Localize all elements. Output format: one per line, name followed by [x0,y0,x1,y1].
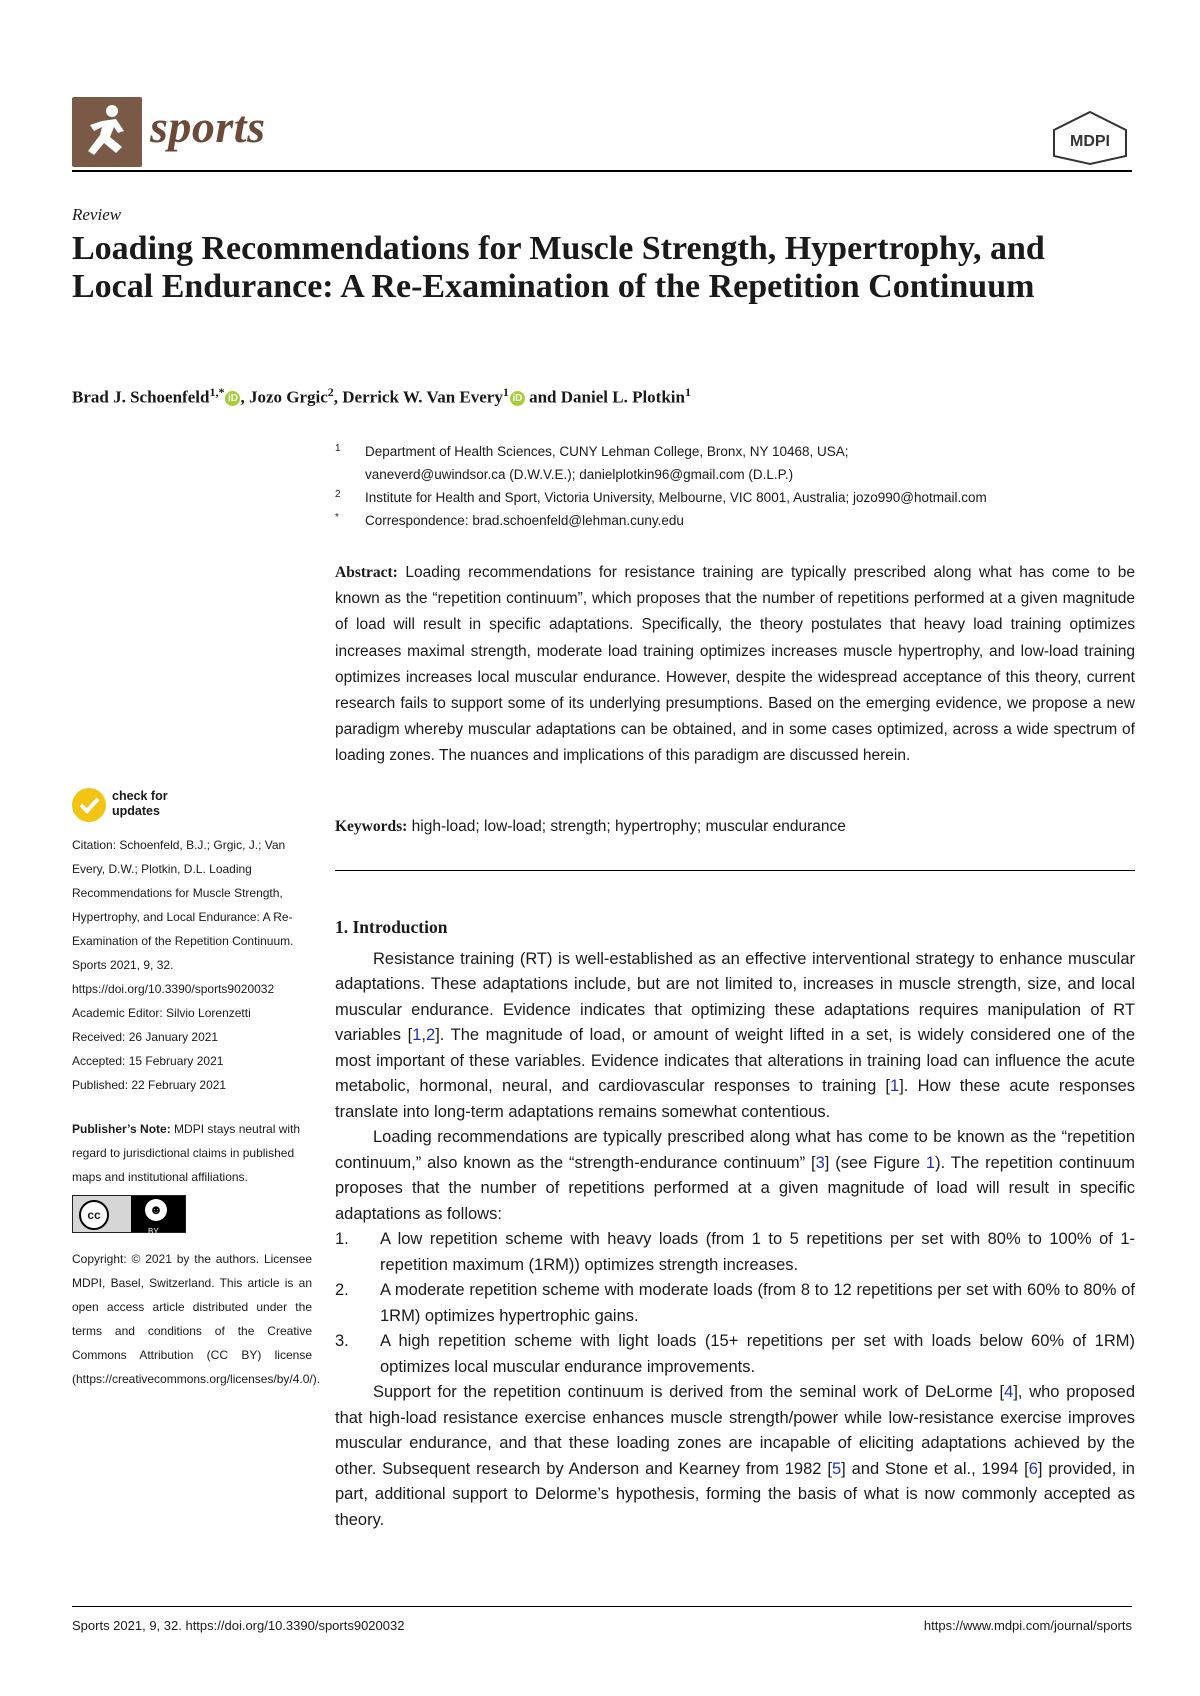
author-name[interactable]: Jozo Grgic [248,387,328,407]
affiliation-mark: 1 [335,443,341,454]
list-item [335,1329,1135,1380]
orcid-icon[interactable]: iD [225,391,240,406]
citation-link[interactable]: 5 [831,1459,842,1478]
journal-logo-icon [72,97,142,167]
text-run: ]. How these acute responses translate into long-term adaptations remains somewhat contentious. [335,1077,1135,1121]
citation-link[interactable]: 3 [815,1153,825,1172]
accepted-date: Accepted: 15 February 2021 [72,1054,224,1068]
text-run: ] (see Figure [824,1153,926,1172]
author-affil-mark: 1 [684,385,691,399]
author-list [72,380,1132,410]
article-title: Loading Recommendations for Muscle Strength, Hypertrophy, and Local Endurance: A Re-Examination of the Repetition Continuum [72,230,1045,305]
copyright: Copyright: © 2021 by the authors. Licensee MDPI, Basel, Switzerland. This article is an open access article distributed under the terms and conditions of the Creative Commons Attribution (CC BY) license (https://creativecommons.org/licenses/by/4.0/). [72,1252,321,1386]
author-affil-mark: 1 [502,385,509,399]
abstract [335,560,1135,770]
cc-icon: cc [79,1200,109,1230]
mdpi-logo[interactable] [1050,110,1130,166]
publisher-note-label: Publisher’s Note: [72,1122,171,1136]
text-run: ]. The magnitude of load, or amount of weight lifted in a set, is widely considered one of the most important of these variables. Evidence indicates that alterations in training load can influence the acute metabolic, hormonal, neural, and cardiovascular responses to training [ [335,1026,1136,1095]
list-item [335,1227,1135,1278]
list-text: A high repetition scheme with light loads (15+ repetitions per set with loads below 60% of 1RM) optimizes local muscular endurance improvements. [380,1332,1135,1376]
affiliation-line: Institute for Health and Sport, Victoria University, Melbourne, VIC 8001, Australia; jozo990@hotmail.com [365,490,987,505]
affiliation-line: vaneverd@uwindsor.ca (D.W.V.E.); danielplotkin96@gmail.com (D.L.P.) [365,467,794,482]
author-separator: , [240,387,249,407]
keywords-label: Keywords: [335,818,408,835]
numbered-list [335,1227,1135,1380]
publisher-logo-text: MDPI [1070,133,1110,150]
check-updates-icon [72,788,106,822]
abstract-text: Loading recommendations for resistance training are typically prescribed along what has come to be known as the “repetition continuum”, which proposes that the number of repetitions performed at a given magnitude of load will result in specific adaptations. Specifically, the theory postulates that heavy load training optimizes increases maximal strength, moderate load training optimizes increases muscle hypertrophy, and low-load training optimizes increases local muscular endurance. However, despite the widespread acceptance of this theory, current research fails to support some of its underlying presumptions. Based on the emerging evidence, we propose a new paradigm whereby muscular adaptations can be obtained, and in some cases optimized, across a wide spectrum of loading zones. The nuances and implications of this paradigm are discussed herein. [335,564,1135,765]
sidebar [72,833,321,1391]
cc-by-license-badge[interactable] [72,1195,186,1236]
list-text: A moderate repetition scheme with moderate loads (from 8 to 12 repetitions per set with 60% to 80% of 1RM) optimizes hypertrophic gains. [380,1281,1135,1325]
author-affil-mark: 2 [327,385,334,399]
author-name[interactable]: Brad J. Schoenfeld [72,387,210,407]
footer-rule [72,1606,1132,1607]
citation-link[interactable]: 6 [1028,1459,1038,1478]
abstract-label: Abstract: [335,564,398,581]
affiliation-2 [335,486,1135,509]
published-date: Published: 22 February 2021 [72,1078,227,1092]
list-number: 2. [335,1281,349,1299]
citation: Citation: Schoenfeld, B.J.; Grgic, J.; Van Every, D.W.; Plotkin, D.L. Loading Recommendations for Muscle Strength, Hypertrophy, and Local Endurance: A Re-Examination of the Repetition Continuum. Sports 2021, 9, 32. https://doi.org/10.3390/sports9020032 [72,838,294,996]
citation-link[interactable]: 1 [890,1077,900,1095]
author-name[interactable]: Derrick W. Van Every [342,387,503,407]
affiliation-mark: * [335,512,339,523]
text-run: ], who proposed that high-load resistance exercise enhances muscle strength/power while low-resistance exercise improves muscular endurance, and that these loading zones are incapable of eliciting adaptations achieved by the other. Subsequent research by Anderson and Kearney from 1982 [ [335,1383,1135,1478]
text-run: Loading recommendations are typically prescribed along what has come to be known as the “repetition continuum,” also known as the “strength-endurance continuum” [ [335,1128,1135,1172]
paragraph [335,947,1135,1126]
affiliation-mark: 2 [335,489,341,500]
footer-citation[interactable]: Sports 2021, 9, 32. https://doi.org/10.3390/sports9020032 [72,1618,405,1633]
publisher-note [72,1117,312,1189]
header-rule [72,170,1132,172]
citation-link[interactable]: 4 [1004,1383,1014,1401]
footer-journal-link[interactable]: https://www.mdpi.com/journal/sports [923,1618,1132,1633]
publisher-note-text: MDPI stays neutral with regard to jurisdictional claims in published maps and institutional affiliations. [72,1122,301,1184]
author-affil-mark: 1,* [209,385,225,399]
affiliation-line: Department of Health Sciences, CUNY Lehman College, Bronx, NY 10468, USA; [365,444,849,459]
main-body [335,915,1135,1533]
correspondence [335,509,1135,532]
text-run: Resistance training (RT) is well-established as an effective interventional strategy to enhance muscular adaptations. These adaptations include, but are not limited to, increases in muscle strength, size, and local muscular endurance. Evidence indicates that optimizing these adaptations requires manipulation of RT variables [ [335,949,1135,1044]
text-run: Support for the repetition continuum is derived from the seminal work of DeLorme [ [373,1383,1005,1401]
received-date: Received: 26 January 2021 [72,1030,219,1044]
text-run: ] provided, in part, additional support to Delorme’s hypothesis, forming the basis of what is now commonly accepted as theory. [335,1459,1135,1529]
section-heading: 1. Introduction [335,917,448,937]
author-separator: , [333,387,343,407]
text-run: ). The repetition continuum proposes that the number of repetitions performed at a given magnitude of load will result in specific adaptations as follows: [335,1153,1135,1223]
author-name[interactable]: Daniel L. Plotkin [560,387,685,407]
paragraph [335,1125,1135,1227]
section-divider [335,870,1135,871]
list-number: 3. [335,1332,349,1350]
text-run: ] and Stone et al., 1994 [ [841,1459,1029,1478]
list-text: A low repetition scheme with heavy loads (from 1 to 5 repetitions per set with 80% to 100% of 1-repetition maximum (1RM)) optimizes strength increases. [380,1230,1135,1274]
check-updates-line1: check for [112,789,168,803]
list-number: 1. [335,1230,349,1248]
list-item [335,1278,1135,1329]
text-run: , [421,1026,426,1044]
affiliations [335,440,1135,532]
article-type: Review [72,205,122,224]
by-label: BY [148,1227,159,1236]
author-separator: and [524,387,561,407]
academic-editor: Academic Editor: Silvio Lorenzetti [72,1006,251,1020]
affiliation-1 [335,440,1135,486]
citation-link[interactable]: 1 [412,1026,422,1044]
check-updates-line2: updates [112,804,160,818]
correspondence-line: Correspondence: brad.schoenfeld@lehman.cuny.edu [365,513,684,528]
paragraph [335,1380,1135,1533]
journal-name[interactable]: sports [150,101,266,152]
attribution-icon: ☻ [145,1199,167,1221]
figure-link[interactable]: 1 [925,1153,936,1172]
orcid-icon[interactable]: iD [510,391,525,406]
keywords-text: high-load; low-load; strength; hypertrophy; muscular endurance [411,818,846,835]
citation-link[interactable]: 2 [426,1026,436,1044]
keywords [335,818,1135,836]
